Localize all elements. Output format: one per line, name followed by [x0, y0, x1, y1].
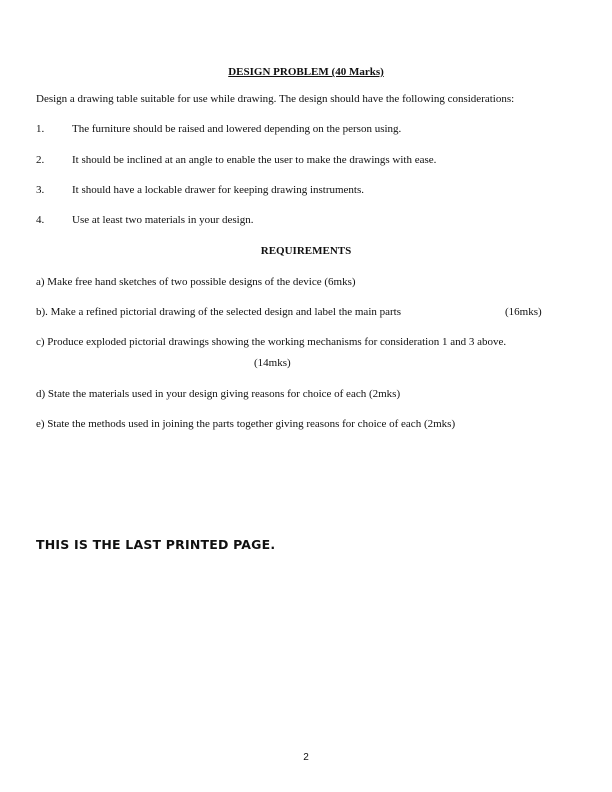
last-page-notice: THIS IS THE LAST PRINTED PAGE.: [36, 537, 276, 552]
requirement-d: d) State the materials used in your design giving reasons for choice of each (2mks): [36, 388, 401, 400]
page-number: 2: [303, 752, 309, 763]
consideration-number: 4.: [36, 214, 45, 226]
requirement-a: a) Make free hand sketches of two possible designs of the device (6mks): [36, 276, 356, 288]
requirement-b-text: b). Make a refined pictorial drawing of the selected design and label the main parts: [36, 306, 402, 318]
intro-paragraph: Design a drawing table suitable for use while drawing. The design should have the following considerations:: [36, 93, 515, 105]
page-title: DESIGN PROBLEM (40 Marks): [228, 66, 384, 78]
consideration-number: 1.: [36, 123, 45, 135]
requirement-e: e) State the methods used in joining the parts together giving reasons for choice of each (2mks): [36, 418, 456, 430]
consideration-number: 2.: [36, 154, 45, 166]
consideration-text: It should have a lockable drawer for keeping drawing instruments.: [72, 184, 365, 196]
consideration-text: It should be inclined at an angle to enable the user to make the drawings with ease.: [72, 154, 437, 166]
consideration-text: The furniture should be raised and lowered depending on the person using.: [72, 123, 402, 135]
consideration-number: 3.: [36, 184, 45, 196]
requirement-c-marks: (14mks): [254, 357, 291, 369]
requirement-c-text: c) Produce exploded pictorial drawings showing the working mechanisms for consideration 1 and 3 above.: [36, 336, 507, 348]
requirements-heading: REQUIREMENTS: [260, 245, 352, 257]
consideration-text: Use at least two materials in your design.: [72, 214, 254, 226]
requirement-b-marks: (16mks): [505, 306, 542, 318]
